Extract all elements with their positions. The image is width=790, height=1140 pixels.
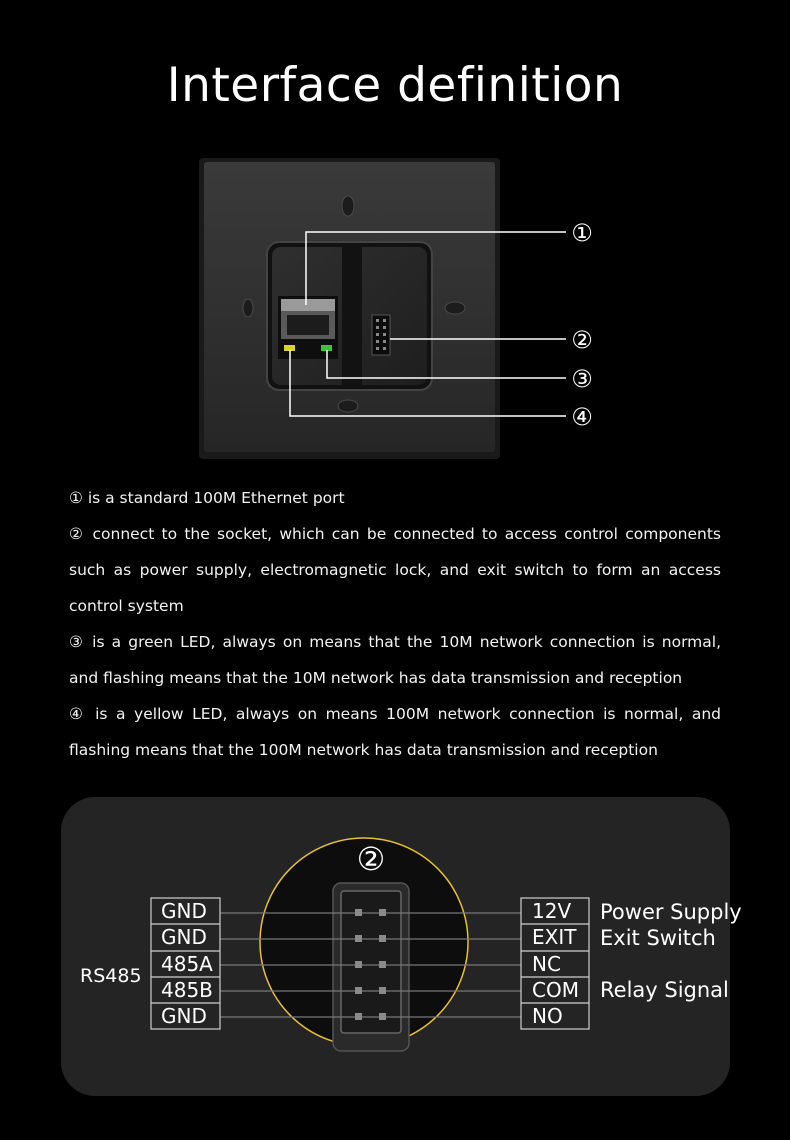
left-pin-4: 485B — [161, 978, 213, 1002]
pin-socket — [372, 315, 390, 355]
callout-3: ③ — [571, 365, 593, 393]
left-pin-3: 485A — [161, 952, 213, 976]
screw-slot-left — [243, 299, 253, 317]
callout-1: ① — [571, 219, 593, 247]
description-1: ① is a standard 100M Ethernet port — [69, 489, 345, 507]
power-supply-label: Power Supply — [600, 900, 742, 924]
left-pin-5: GND — [161, 1004, 207, 1028]
rs485-label: RS485 — [80, 965, 142, 987]
description-4: ④ is a yellow LED, always on means 100M network connection is normal, and flashing means that the 100M network has data transmission and reception — [69, 705, 721, 759]
left-pin-1: GND — [161, 899, 207, 923]
exit-switch-label: Exit Switch — [600, 926, 716, 950]
callout-2: ② — [571, 326, 593, 354]
description-2: ② connect to the socket, which can be connected to access control components such as power supply, electromagnetic lock, and exit switch to form an access control system — [69, 525, 721, 615]
right-pin-5: NO — [532, 1004, 563, 1028]
right-pin-1: 12V — [532, 899, 572, 923]
description-3: ③ is a green LED, always on means that the 10M network connection is normal, and flashing means that the 10M network has data transmission and reception — [69, 633, 721, 687]
screw-slot-bottom — [338, 400, 358, 412]
right-pin-3: NC — [532, 952, 561, 976]
right-pin-2: EXIT — [532, 925, 577, 949]
connector-label: ② — [356, 840, 386, 878]
callout-4: ④ — [571, 403, 593, 431]
relay-signal-label: Relay Signal — [600, 978, 729, 1002]
screw-slot-top — [342, 196, 354, 216]
right-pin-4: COM — [532, 978, 579, 1002]
description-list — [69, 480, 721, 768]
device-illustration — [0, 150, 790, 470]
page-title: Interface definition — [166, 58, 624, 113]
left-pin-2: GND — [161, 925, 207, 949]
screw-slot-right — [445, 302, 465, 314]
device-groove — [342, 247, 362, 385]
